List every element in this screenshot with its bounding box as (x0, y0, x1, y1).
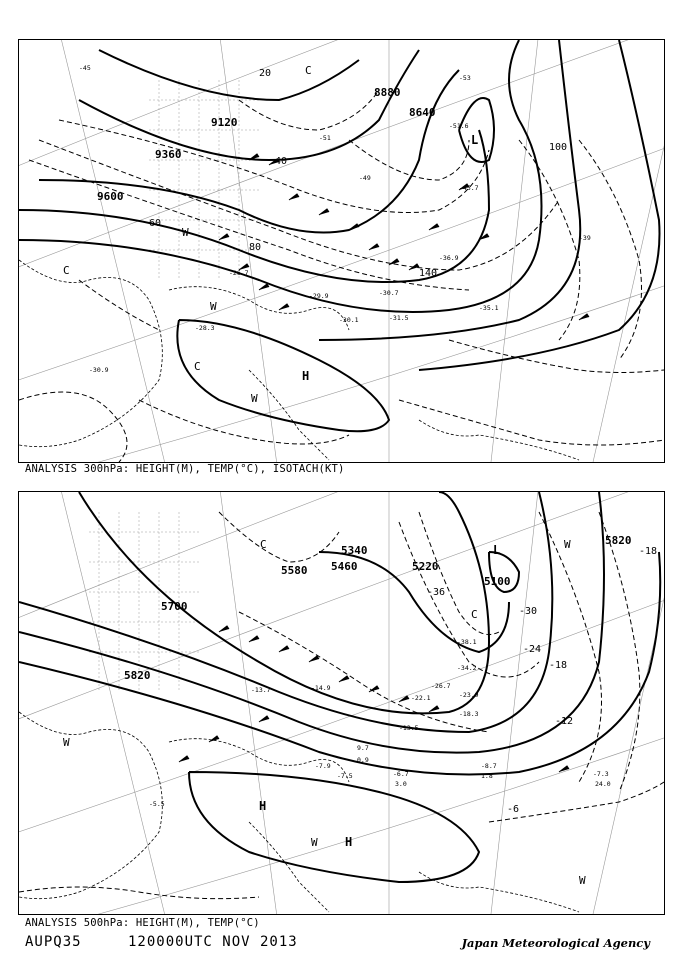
temp-label: -28.3 (195, 324, 215, 332)
warm-center: W (210, 300, 217, 313)
station-label: -6.7 (393, 770, 409, 778)
temp-label: -30.1 (339, 316, 359, 324)
station-label: -38.1 (457, 638, 477, 646)
station-label: -14.9 (311, 684, 331, 692)
analysis-time: 120000UTC NOV 2013 (128, 934, 298, 950)
isotherm-label: -30 (519, 606, 538, 617)
warm-center: W (182, 226, 189, 239)
height-label: 8880 (374, 86, 401, 99)
station-label: 9.7 (357, 744, 369, 752)
isotach-label: 20 (259, 68, 272, 79)
map-500hpa (19, 492, 664, 914)
station-label: -26.7 (431, 682, 451, 690)
low-center: L (471, 133, 479, 147)
chart-300hpa (18, 39, 665, 463)
temp-label: -35.1 (479, 304, 499, 312)
graticule (19, 40, 664, 462)
height-label: 5100 (484, 575, 511, 588)
temp-label: -30.7 (379, 289, 399, 297)
isotach-label: 80 (249, 242, 262, 253)
station-label: -13.7 (251, 686, 271, 694)
cold-center: C (63, 264, 70, 277)
height-label: 8640 (409, 106, 436, 119)
height-label: 9120 (211, 116, 238, 129)
height-label: 5820 (605, 534, 632, 547)
coastline (19, 712, 579, 912)
station-label: -5.5 (149, 800, 165, 808)
station-label: -13.5 (399, 724, 419, 732)
hatched-area (149, 80, 262, 280)
warm-center: W (564, 538, 571, 551)
station-label: -7.5 (337, 772, 353, 780)
temp-label: -51.6 (449, 122, 469, 130)
station-label: 1.8 (481, 772, 493, 780)
caption-500hpa: ANALYSIS 500hPa: HEIGHT(M), TEMP(°C) (25, 917, 260, 929)
caption-300hpa: ANALYSIS 300hPa: HEIGHT(M), TEMP(°C), ISOTACH(KT) (25, 463, 345, 475)
agency-name: Japan Meteorological Agency (461, 936, 650, 950)
height-labels (97, 86, 436, 203)
warm-center: W (311, 836, 318, 849)
station-label: 0.9 (357, 756, 369, 764)
warm-center: W (63, 736, 70, 749)
cold-center: C (194, 360, 201, 373)
temp-label: -31.5 (389, 314, 409, 322)
station-label: 24.0 (595, 780, 611, 788)
bulletin-code: AUPQ35 (25, 934, 82, 950)
temp-label: -30.9 (89, 366, 109, 374)
height-label: 5580 (281, 564, 308, 577)
cold-center: C (305, 64, 312, 77)
station-label: -34.2 (457, 664, 477, 672)
warm-center: W (579, 874, 586, 887)
isotach-label: 60 (149, 218, 162, 229)
low-center: L (493, 543, 501, 557)
isotach-label: 100 (549, 142, 568, 153)
coastline (19, 260, 579, 460)
isotherm-label: -6 (507, 804, 520, 815)
warm-center: W (251, 392, 258, 405)
high-center: H (259, 799, 267, 813)
isotach-label: 140 (419, 268, 438, 279)
cold-center: C (471, 608, 478, 621)
map-300hpa (19, 40, 664, 462)
height-label: 5700 (161, 600, 188, 613)
isotach-label: 40 (275, 156, 288, 167)
wind-barbs (219, 154, 589, 320)
station-label: -7.3 (593, 770, 609, 778)
thermal-centers (63, 64, 312, 405)
temp-label: -36.9 (439, 254, 459, 262)
isotherm-label: -36 (427, 587, 446, 598)
height-label: 5220 (412, 560, 439, 573)
height-label: 5460 (331, 560, 358, 573)
temp-label: -39 (579, 234, 591, 242)
temp-label: -49 (359, 174, 371, 182)
isotherm-label: -24 (523, 644, 542, 655)
temp-label: -26.7 (229, 269, 249, 277)
isotherm-label: -18 (639, 546, 658, 557)
temp-label: -53 (459, 74, 471, 82)
temp-label: -29.9 (309, 292, 329, 300)
height-label: 9600 (97, 190, 124, 203)
high-center: H (345, 835, 353, 849)
height-label: 5340 (341, 544, 368, 557)
height-contours (19, 40, 660, 431)
height-label: 9360 (155, 148, 182, 161)
station-label: 3.0 (395, 780, 407, 788)
station-label: -18.3 (459, 710, 479, 718)
high-center: H (302, 369, 310, 383)
station-label: -7.9 (315, 762, 331, 770)
cold-center: C (260, 538, 267, 551)
temp-label: -45.7 (459, 184, 479, 192)
temp-label: -51 (319, 134, 331, 142)
station-label: -8.7 (481, 762, 497, 770)
height-label: 5820 (124, 669, 151, 682)
temp-label: -45 (79, 64, 91, 72)
chart-500hpa (18, 491, 665, 915)
station-label: -22.1 (411, 694, 431, 702)
isotherm-label: -18 (549, 660, 568, 671)
thermal-centers (63, 538, 586, 887)
station-label: -23.9 (459, 691, 479, 699)
isotherm-label: -12 (555, 716, 574, 727)
